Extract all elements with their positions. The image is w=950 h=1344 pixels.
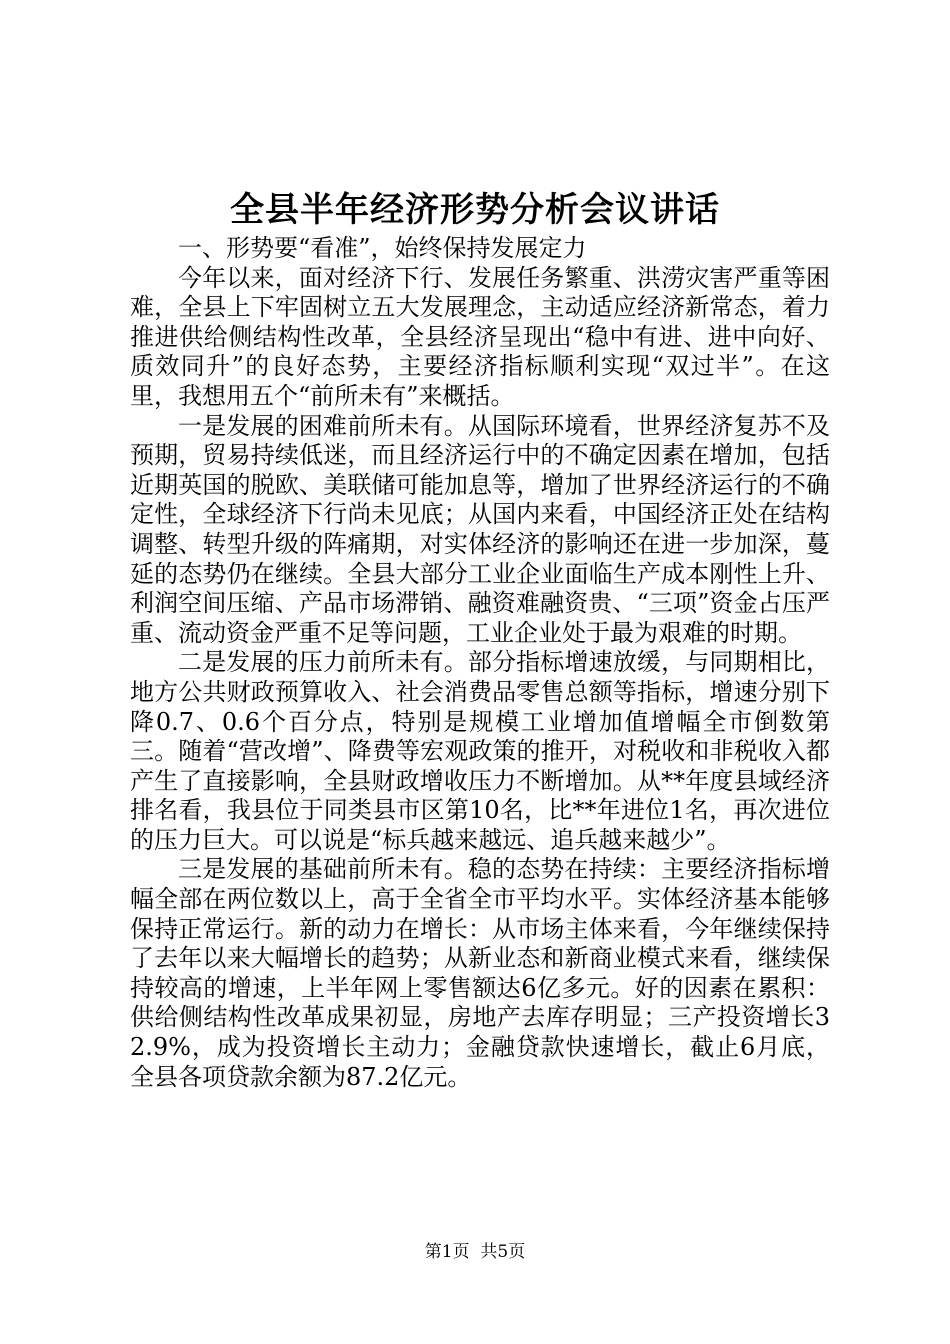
paragraph: 二是发展的压力前所未有。部分指标增速放缓，与同期相比，地方公共财政预算收入、社会消费品零售总额等指标，增速分别下降0.7、0.6个百分点，特别是规模工业增加值增幅全市倒数第三。随着“营改增”、降费等宏观政策的推开，对税收和非税收入都产生了直接影响，全县财政增收压力不断增加。从**年度县域经济排名看，我县位于同类县市区第10名，比**年进位1名，再次进位的压力巨大。可以说是“标兵越来越远、追兵越来越少”。 [130, 648, 830, 854]
paragraph: 今年以来，面对经济下行、发展任务繁重、洪涝灾害严重等困难，全县上下牢固树立五大发展理念，主动适应经济新常态，着力推进供给侧结构性改革，全县经济呈现出“稳中有进、进中向好、质效同升”的良好态势，主要经济指标顺利实现“双过半”。在这里，我想用五个“前所未有”来概括。 [130, 263, 830, 410]
paragraph: 三是发展的基础前所未有。稳的态势在持续：主要经济指标增幅全部在两位数以上，高于全省全市平均水平。实体经济基本能够保持正常运行。新的动力在增长：从市场主体来看，今年继续保持了去年以来大幅增长的趋势；从新业态和新商业模式来看，继续保持较高的增速，上半年网上零售额达6亿多元。好的因素在累积：供给侧结构性改革成果初显，房地产去库存明显；三产投资增长32.9%，成为投资增长主动力；金融贷款快速增长，截止6月底，全县各项贷款余额为87.2亿元。 [130, 855, 830, 1091]
page-number: 第1页 共5页 [424, 1242, 526, 1262]
document-title: 全县半年经济形势分析会议讲话 [230, 190, 720, 230]
document-body [130, 234, 830, 1092]
paragraph: 一是发展的困难前所未有。从国际环境看，世界经济复苏不及预期，贸易持续低迷，而且经济运行中的不确定因素在增加，包括近期英国的脱欧、美联储可能加息等，增加了世界经济运行的不确定性，全球经济下行尚未见底；从国内来看，中国经济正处在结构调整、转型升级的阵痛期，对实体经济的影响还在进一步加深，蔓延的态势仍在继续。全县大部分工业企业面临生产成本刚性上升、利润空间压缩、产品市场滞销、融资难融资贵、“三项”资金占压严重、流动资金严重不足等问题，工业企业处于最为艰难的时期。 [130, 411, 830, 647]
page-footer [0, 1240, 950, 1264]
section-heading: 一、形势要“看准”，始终保持发展定力 [178, 234, 587, 262]
